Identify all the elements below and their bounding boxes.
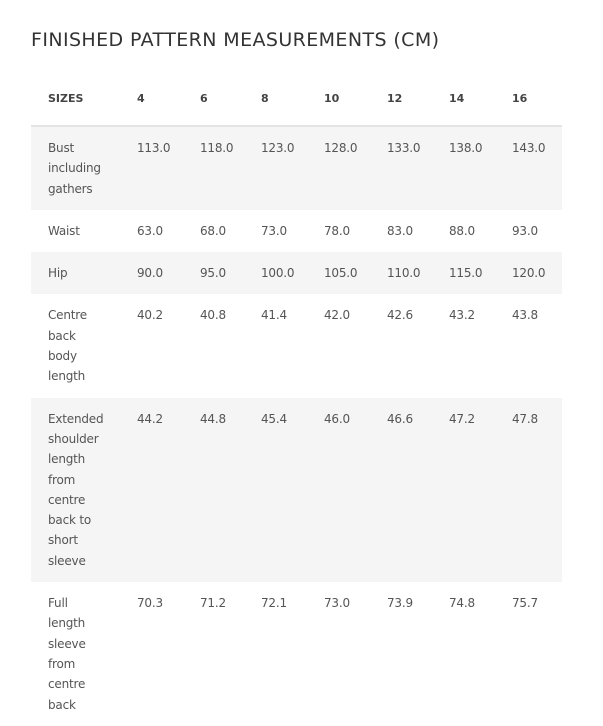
table-row xyxy=(31,294,562,397)
row-label-line: short xyxy=(48,533,78,548)
measurement-cell: 128.0 xyxy=(324,141,358,155)
measurement-cell: 88.0 xyxy=(449,223,475,238)
measurement-cell: 78.0 xyxy=(324,223,350,238)
row-label xyxy=(31,126,137,210)
measurement-cell: 46.0 xyxy=(324,411,350,426)
table-row xyxy=(31,210,562,252)
measurement-cell: 73.0 xyxy=(324,596,350,611)
measurement-cell: 42.6 xyxy=(387,308,413,323)
row-label-line: length xyxy=(48,369,86,384)
row-label-line: centre xyxy=(48,492,86,507)
row-label-line: length xyxy=(48,452,86,467)
measurement-cell: 43.2 xyxy=(449,308,475,323)
table-row xyxy=(31,582,562,726)
measurement-cell: 120.0 xyxy=(512,266,546,281)
row-label-line: from xyxy=(48,656,76,671)
measurement-cell: 143.0 xyxy=(512,141,546,155)
header-cell-size: 4 xyxy=(137,73,200,126)
table-row xyxy=(31,252,562,294)
header-row xyxy=(31,73,562,126)
row-label-line: length xyxy=(48,616,86,631)
measurement-cell: 43.8 xyxy=(512,308,538,323)
table-row xyxy=(31,126,562,210)
measurement-cell: 70.3 xyxy=(137,596,163,611)
row-label-line: body xyxy=(48,349,77,364)
row-label-line: back to xyxy=(48,513,91,528)
row-label-line: centre xyxy=(48,677,86,692)
row-label xyxy=(31,294,137,397)
header-cell-size: 16 xyxy=(512,73,562,126)
table-row xyxy=(31,398,562,582)
header-cell-size: 12 xyxy=(387,73,449,126)
row-label-line: Centre xyxy=(48,308,87,323)
measurement-cell: 44.8 xyxy=(200,411,226,426)
measurement-cell: 75.7 xyxy=(512,596,538,611)
measurement-cell: 138.0 xyxy=(449,141,483,155)
measurement-cell: 40.2 xyxy=(137,308,163,323)
measurement-cell: 47.8 xyxy=(512,411,538,426)
row-label-line: gathers xyxy=(48,181,93,196)
measurement-cell: 133.0 xyxy=(387,141,421,155)
measurement-cell: 68.0 xyxy=(200,223,226,238)
measurement-cell: 90.0 xyxy=(137,266,163,281)
row-label-line: Hip xyxy=(48,266,68,281)
measurement-cell: 73.0 xyxy=(261,223,287,238)
measurement-cell: 42.0 xyxy=(324,308,350,323)
row-label-line: sleeve xyxy=(48,553,86,568)
row-label-line: Bust xyxy=(48,141,74,155)
row-label-line: back xyxy=(48,697,76,712)
measurement-cell: 118.0 xyxy=(200,141,234,155)
measurement-cell: 123.0 xyxy=(261,141,295,155)
measurement-cell: 115.0 xyxy=(449,266,483,281)
row-label xyxy=(31,582,137,726)
row-label-line: Extended xyxy=(48,411,104,426)
measurements-table xyxy=(31,73,562,726)
row-label-line: sleeve xyxy=(48,636,86,651)
measurement-cell: 95.0 xyxy=(200,266,226,281)
measurement-cell: 100.0 xyxy=(261,266,295,281)
measurement-cell: 41.4 xyxy=(261,308,287,323)
header-cell-size: 14 xyxy=(449,73,512,126)
row-label-line: Waist xyxy=(48,223,80,238)
measurement-cell: 113.0 xyxy=(137,141,171,155)
table-body xyxy=(31,126,562,726)
measurement-cell: 46.6 xyxy=(387,411,413,426)
measurement-cell: 63.0 xyxy=(137,223,163,238)
row-label xyxy=(31,398,137,582)
header-cell-size: 8 xyxy=(261,73,324,126)
row-label-line: Full xyxy=(48,596,68,611)
measurement-cell: 44.2 xyxy=(137,411,163,426)
measurement-cell: 40.8 xyxy=(200,308,226,323)
measurement-cell: 47.2 xyxy=(449,411,475,426)
measurement-cell: 83.0 xyxy=(387,223,413,238)
measurement-cell: 74.8 xyxy=(449,596,475,611)
header-cell-sizes: SIZES xyxy=(31,73,137,126)
row-label-line: back xyxy=(48,328,76,343)
measurement-cell: 71.2 xyxy=(200,596,226,611)
measurement-cell: 72.1 xyxy=(261,596,287,611)
row-label xyxy=(31,210,137,252)
row-label xyxy=(31,252,137,294)
measurement-cell: 45.4 xyxy=(261,411,287,426)
row-label-line: shoulder xyxy=(48,431,99,446)
measurement-cell: 93.0 xyxy=(512,223,538,238)
measurement-cell: 105.0 xyxy=(324,266,358,281)
page-title: FINISHED PATTERN MEASUREMENTS (CM) xyxy=(31,29,440,51)
row-label-line: from xyxy=(48,472,76,487)
row-label-line: including xyxy=(48,161,101,176)
header-cell-size: 10 xyxy=(324,73,387,126)
measurement-cell: 110.0 xyxy=(387,266,421,281)
header-cell-size: 6 xyxy=(200,73,261,126)
measurement-cell: 73.9 xyxy=(387,596,413,611)
